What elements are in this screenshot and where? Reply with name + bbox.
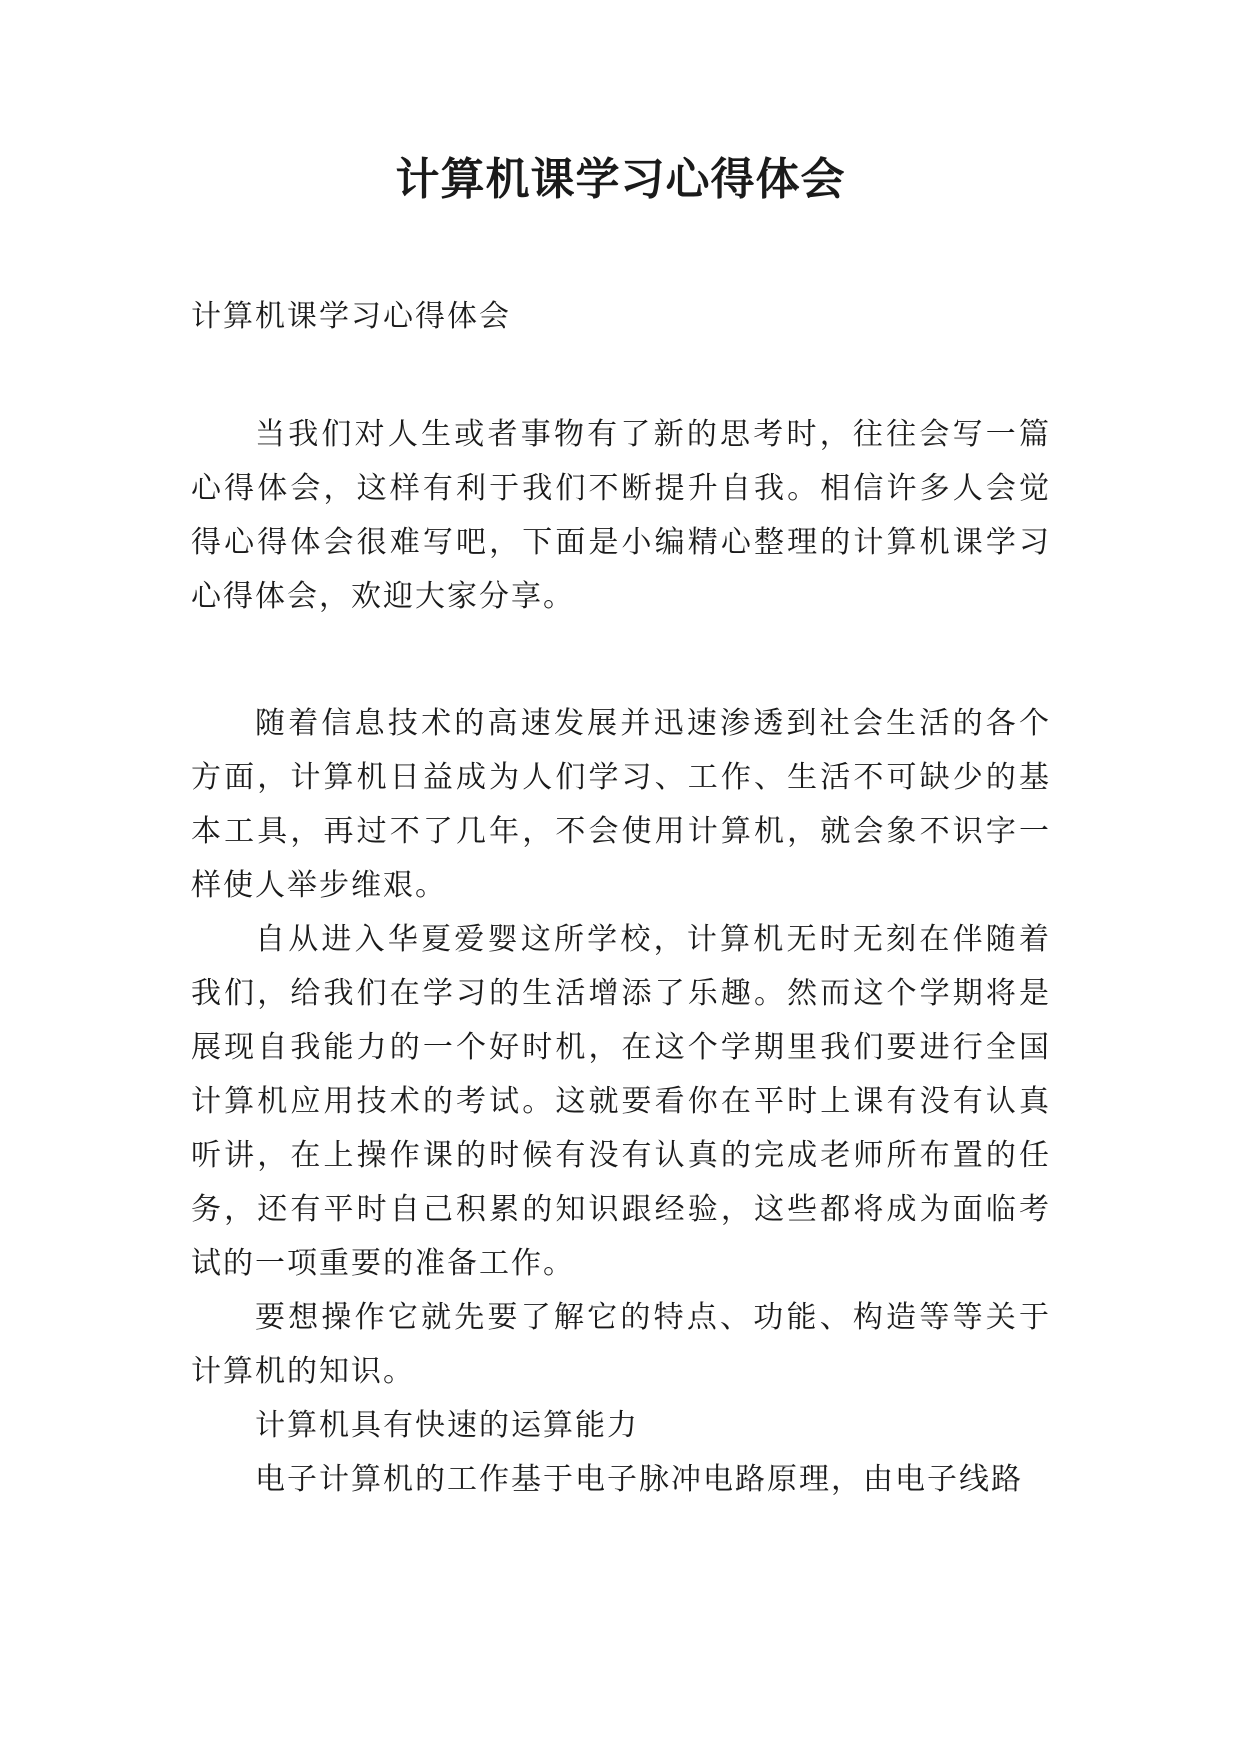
document-subtitle: 计算机课学习心得体会 <box>191 299 511 334</box>
document-title: 计算机课学习心得体会 <box>395 154 846 205</box>
intro-paragraph: 当我们对人生或者事物有了新的思考时，往往会写一篇心得体会，这样有利于我们不断提升自我。相信许多人会觉得心得体会很难写吧，下面是小编精心整理的计算机课学习心得体会，欢迎大家分享。 <box>191 417 1051 614</box>
main-section <box>191 697 1051 1507</box>
section-heading: 计算机具有快速的运算能力 <box>255 1408 639 1443</box>
body-paragraph: 自从进入华夏爱婴这所学校，计算机无时无刻在伴随着我们，给我们在学习的生活增添了乐趣。然而这个学期将是展现自我能力的一个好时机，在这个学期里我们要进行全国计算机应用技术的考试。这就要看你在平时上课有没有认真听讲，在上操作课的时候有没有认真的完成老师所布置的任务，还有平时自己积累的知识跟经验，这些都将成为面临考试的一项重要的准备工作。 <box>191 922 1051 1281</box>
body-paragraph: 随着信息技术的高速发展并迅速渗透到社会生活的各个方面，计算机日益成为人们学习、工作、生活不可缺少的基本工具，再过不了几年，不会使用计算机，就会象不识字一样使人举步维艰。 <box>191 706 1051 903</box>
body-paragraph: 电子计算机的工作基于电子脉冲电路原理，由电子线路 <box>255 1462 1023 1497</box>
body-paragraph: 要想操作它就先要了解它的特点、功能、构造等等关于计算机的知识。 <box>191 1300 1051 1389</box>
intro-section <box>191 408 1051 624</box>
